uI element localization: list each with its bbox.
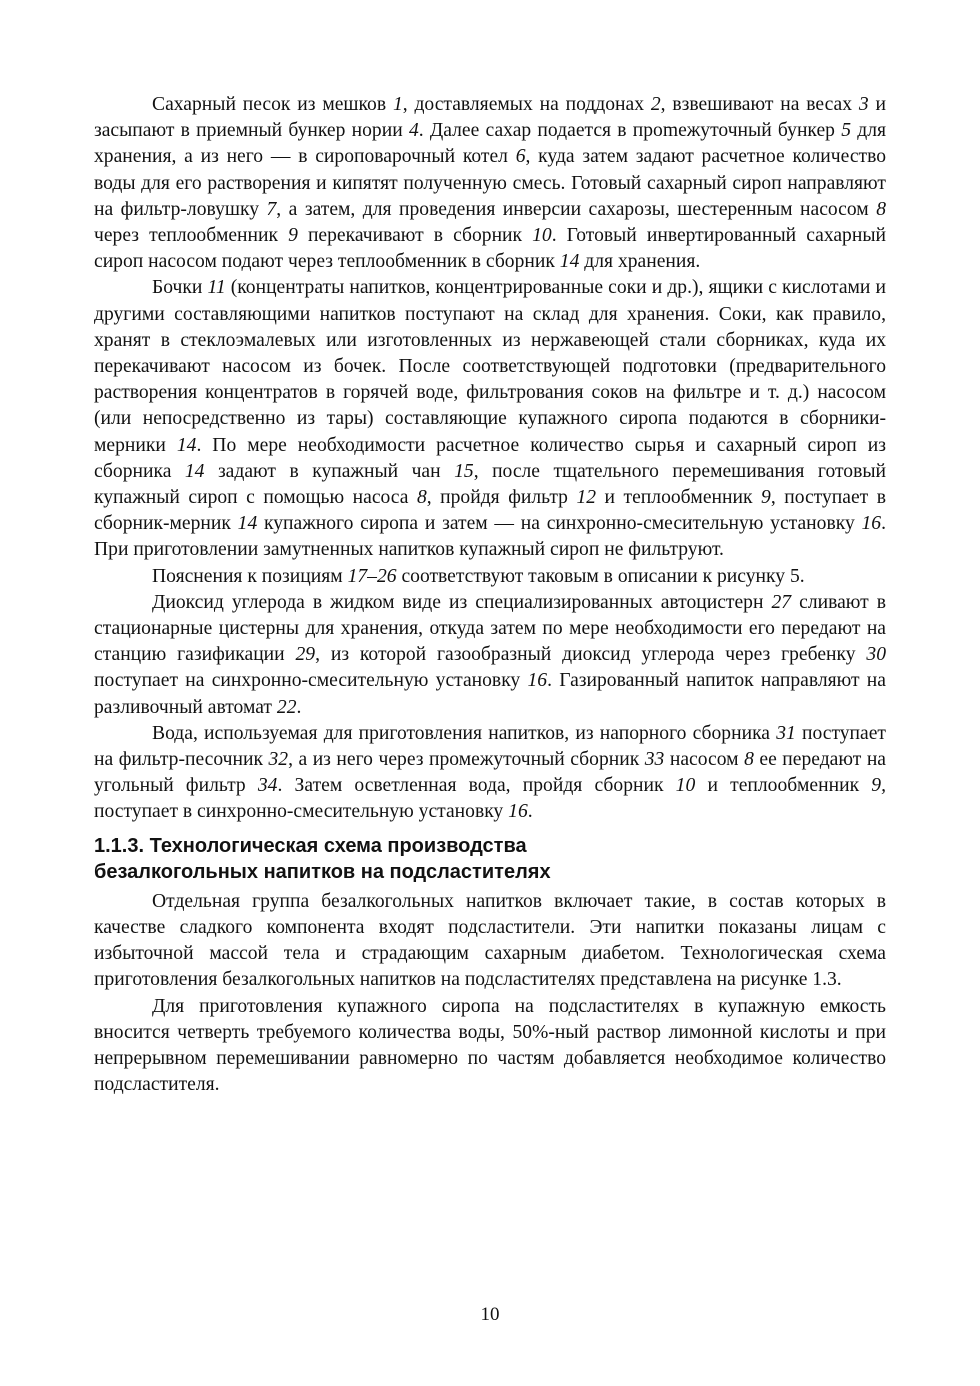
position-number: 6 <box>515 146 526 168</box>
position-number: 7 <box>266 198 277 220</box>
text-run: , поступает в сборник-мерник <box>94 487 886 535</box>
position-number: 3 <box>858 94 869 115</box>
position-number: 17–26 <box>347 565 397 587</box>
text-run: . Газированный напиток направляют на разливочный автомат <box>94 670 886 718</box>
position-number: 8 <box>876 198 886 220</box>
position-number: 12 <box>576 487 597 509</box>
text-run: и засыпают в приемный бункер нории <box>94 94 886 142</box>
text-run: , взвешивают на весах <box>660 94 859 115</box>
text-run: для хранения. <box>579 251 701 273</box>
text-run: сливают в стационарные цистерны для хранения, откуда затем по мере необходимости его передают на станцию газификации <box>94 591 886 666</box>
text-run: (концентраты напитков, концентрированные соки и др.), ящики с кислотами и другими составляющими напитков поступают на склад для хранения. Соки, как правило, хранят в стеклоэмалевых или изготовленных из нержавеющей стали сборниках, куда их перекачивают насосом из бочек. После соответствующей подготовки (предварительного растворения концентратов в горячей воде, фильтрования соков на фильтре и т. д.) насосом (или непосредственно из тары) составляющие купажного сиропа подаются в сборники-мерники <box>94 277 886 456</box>
text-run: , доставляемых на поддонах <box>402 94 651 115</box>
text-run: соответствуют таковым в описании к рисунку 5. <box>396 565 805 587</box>
text-run: . Далее сахар подается в проmежуточный бункер <box>418 120 842 142</box>
text-run: и теплообменник <box>695 775 872 797</box>
text-run: Для приготовления купажного сиропа на подсластителях в купажную емкость вносится четверть требуемого количества воды, 50%-ный раствор лимонной кислоты и при непрерывном перемешивании равномерно по частям добавляется необходимое количество подсластителя. <box>94 995 886 1096</box>
text-run: . Затем осветленная вода, пройдя сборник <box>277 775 676 797</box>
text-run: , а из него через промежуточный сборник <box>288 749 645 771</box>
position-number: 9 <box>288 225 298 247</box>
position-number: 2 <box>650 94 661 115</box>
text-run: Диоксид углерода в жидком виде из специализированных автоцистерн <box>152 591 772 613</box>
text-run: , куда затем задают расчетное количество воды для его растворения и кипятят полученную смесь. Готовый сахарный сироп направляют на фильтр-ловушку <box>94 146 886 220</box>
position-number: 27 <box>771 591 792 613</box>
paragraph-blend-syrup-preparation <box>94 994 886 1099</box>
position-number: 16 <box>508 801 528 823</box>
section-heading-line-2: безалкогольных напитков на подсластителях <box>94 860 551 883</box>
position-number: 34 <box>257 775 278 797</box>
text-run: . Готовый инвертированный сахарный сироп насосом подают через теплообменник в сборник <box>94 225 886 273</box>
position-number: 30 <box>866 644 886 666</box>
text-run: . По мере необходимости расчетное количество сырья и сахарный сироп из сборника <box>94 434 886 482</box>
text-run: перекачивают в сборник <box>297 225 533 247</box>
position-number: 10 <box>675 775 696 797</box>
text-run: насосом <box>664 749 745 771</box>
section-heading <box>94 833 886 885</box>
position-number: 15 <box>454 460 474 482</box>
position-number: 14 <box>559 251 580 273</box>
body-paragraphs <box>94 92 886 826</box>
paragraph-sweeteners-intro <box>94 889 886 994</box>
position-number: 31 <box>776 722 796 744</box>
position-number: 32 <box>268 749 289 771</box>
text-run: Отдельная группа безалкогольных напитков включает такие, в состав которых в качестве сладкого компонента входят подсластители. Эти напитки показаны лицам с избыточной массой тела и страдающим сахарным диабетом. Технологическая схема приготовления безалкогольных напитков на подсластителях представлена на рисунке 1.3. <box>94 890 886 991</box>
position-number: 14 <box>237 513 258 535</box>
text-run: через теплообменник <box>94 225 289 247</box>
text-run: поступает на синхронно-смесительную установку <box>94 670 528 692</box>
text-run: . <box>527 801 533 823</box>
position-number: 16 <box>861 513 882 535</box>
page-body <box>94 92 886 1098</box>
text-run: Пояснения к позициям <box>152 565 348 587</box>
paragraph-water <box>94 721 886 826</box>
text-run: поступает в синхронно-смесительную установку <box>94 801 509 823</box>
position-number: 10 <box>532 225 552 247</box>
text-run: поступает на фильтр-песочник <box>94 722 886 771</box>
position-number: 16 <box>527 670 548 692</box>
position-number: 5 <box>841 120 851 142</box>
position-number: 8 <box>416 487 427 509</box>
text-run: , пройдя фильтр <box>426 487 577 509</box>
position-number: 11 <box>207 277 226 299</box>
text-run: для хранения, а из него — в сироповарочный котел <box>94 120 886 168</box>
text-run: . При приготовлении замутненных напитков купажный сироп не фильтруют. <box>94 513 886 561</box>
text-run: Бочки <box>152 277 208 299</box>
position-number: 22 <box>276 696 297 718</box>
position-number: 29 <box>295 644 316 666</box>
paragraph-barrels-juices <box>94 275 886 563</box>
section-heading-line-1: 1.1.3. Технологическая схема производства <box>94 834 527 857</box>
text-run: задают в купажный чан <box>204 460 455 482</box>
text-run: Вода, используемая для приготовления напитков, из напорного сборника <box>152 722 777 744</box>
paragraph-positions-note <box>94 564 886 590</box>
text-run: . <box>296 696 302 718</box>
position-number: 14 <box>176 434 197 456</box>
page-number: 10 <box>480 1304 500 1325</box>
position-number: 8 <box>744 749 754 771</box>
text-run: , а затем, для проведения инверсии сахарозы, шестеренным насосом <box>276 198 877 220</box>
position-number: 14 <box>184 460 205 482</box>
text-run: , из которой газообразный диоксид углерода через гребенку <box>315 644 867 666</box>
text-run: , после тщательного перемешивания готовый купажный сироп с помощью насоса <box>94 460 886 509</box>
text-run: Сахарный песок из мешков <box>152 94 393 115</box>
position-number: 1 <box>392 94 403 115</box>
text-run: купажного сиропа и затем — на синхронно-смесительную установку <box>257 513 862 535</box>
position-number: 4 <box>408 120 419 142</box>
paragraph-carbon-dioxide <box>94 590 886 721</box>
position-number: 33 <box>644 749 665 771</box>
position-number: 9, <box>871 775 886 797</box>
section-paragraphs <box>94 889 886 1099</box>
paragraph-sugar-syrup <box>94 92 886 275</box>
text-run: ее передают на угольный фильтр <box>94 749 886 797</box>
text-run: и теплообменник <box>596 487 762 509</box>
position-number: 9 <box>761 487 771 509</box>
